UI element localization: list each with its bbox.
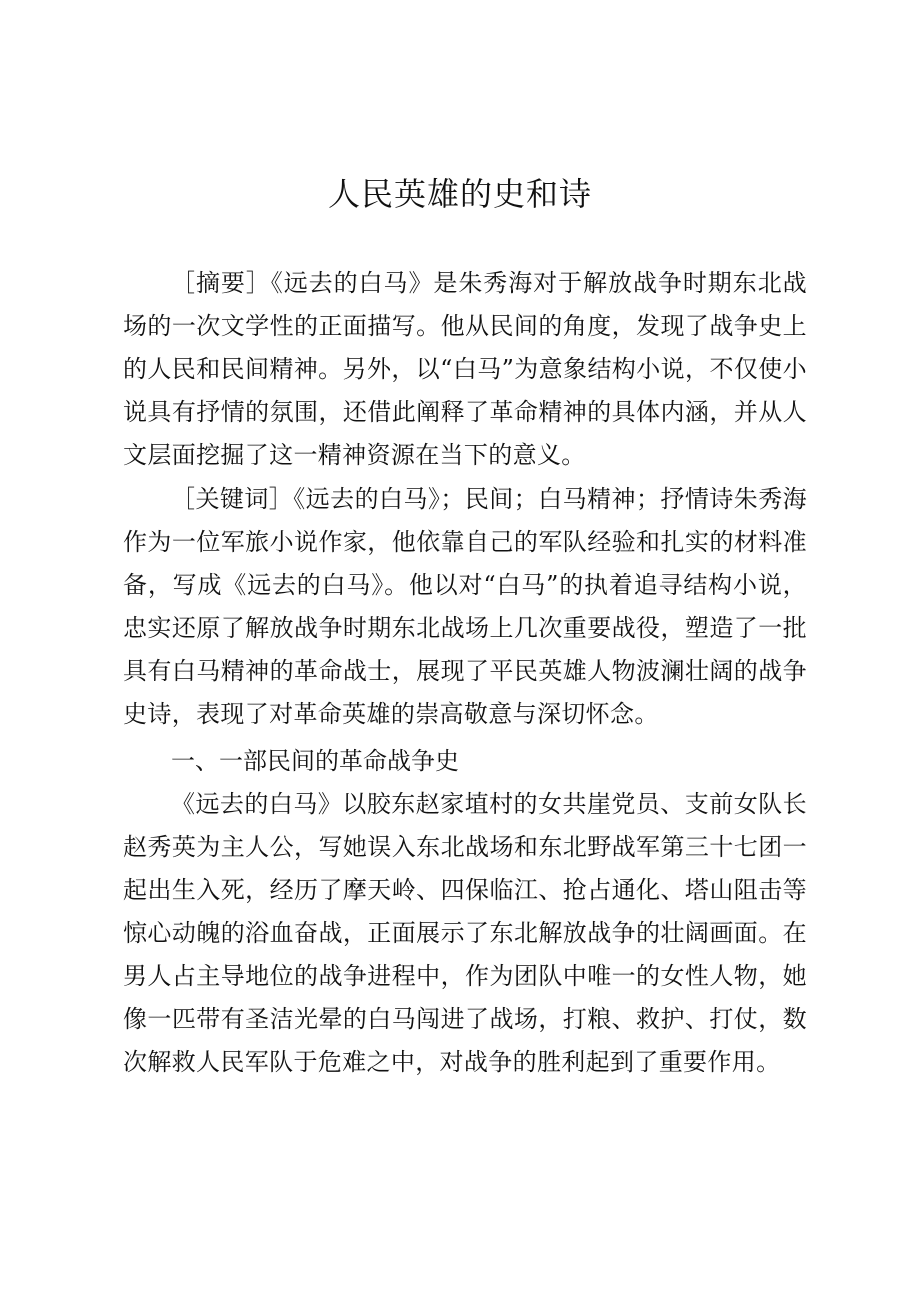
section-paragraph: 《远去的白马》以胶东赵家埴村的女共崖党员、支前女队长赵秀英为主人公，写她误入东北战场和东北野战军第三十七团一起出生入死，经历了摩天岭、四保临江、抢占通化、塔山阻击等惊心动魄的浴血奋战，正面展示了东北解放战争的壮阔画面。在男人占主导地位的战争进程中，作为团队中唯一的女性人物，她像一匹带有圣洁光晕的白马闯进了战场，打粮、救护、打仗，数次解救人民军队于危难之中，对战争的胜利起到了重要作用。 bbox=[123, 790, 807, 1076]
document-body bbox=[123, 262, 807, 1084]
section-heading: 一、一部民间的革命战争史 bbox=[171, 747, 459, 775]
keywords-intro-paragraph: ［关键词］《远去的白马》；民间；白马精神；抒情诗朱秀海作为一位军旅小说作家，他依靠自己的军队经验和扎实的材料准备，写成《远去的白马》。他以对“白马”的执着追寻结构小说，忠实还原了解放战争时期东北战场上几次重要战役，塑造了一批具有白马精神的革命战士，展现了平民英雄人物波澜壮阔的战争史诗，表现了对革命英雄的崇高敬意与深切怀念。 bbox=[123, 485, 807, 728]
document-title: 人民英雄的史和诗 bbox=[327, 175, 592, 213]
abstract-paragraph: ［摘要］《远去的白马》是朱秀海对于解放战争时期东北战场的一次文学性的正面描写。他从民间的角度，发现了战争史上的人民和民间精神。另外，以“白马”为意象结构小说，不仅使小说具有抒情的氛围，还借此阐释了革命精神的具体内涵，并从人文层面挖掘了这一精神资源在当下的意义。 bbox=[123, 269, 807, 469]
